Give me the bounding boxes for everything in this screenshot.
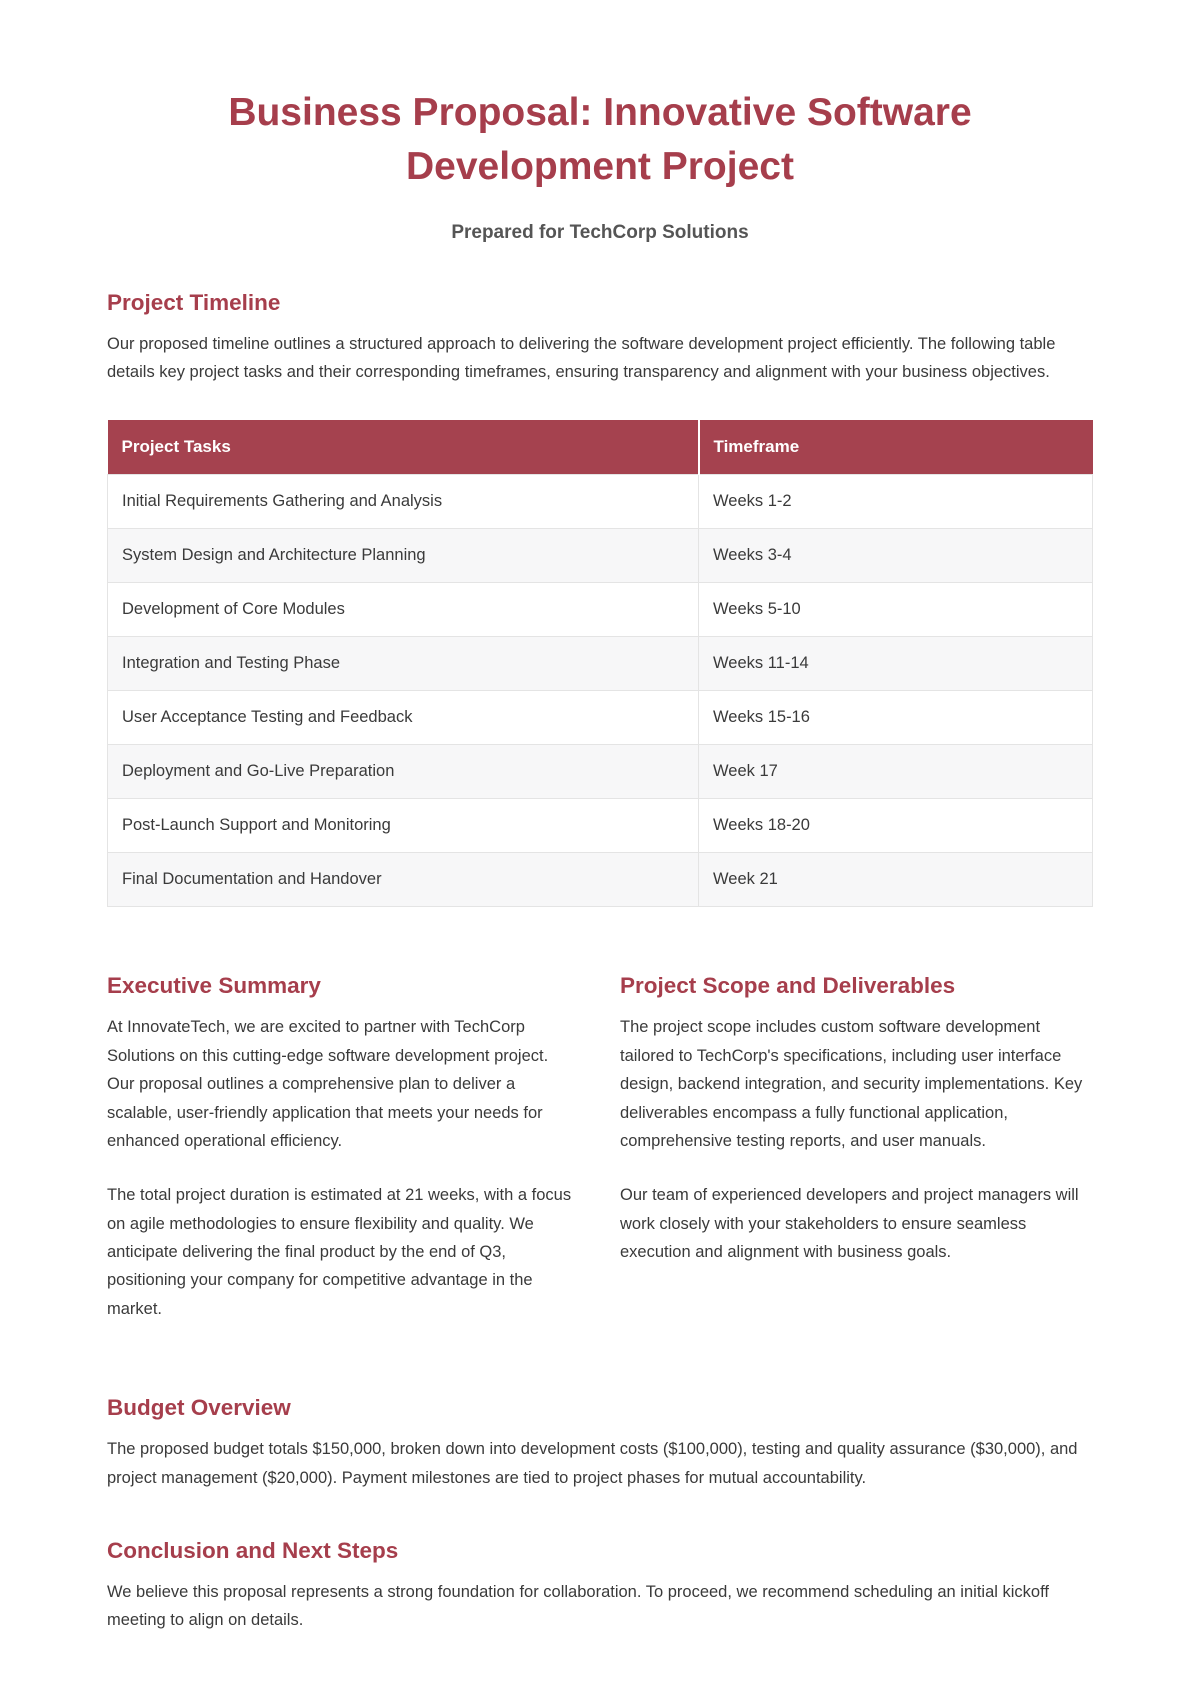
page-title: Business Proposal: Innovative Software Development Project [228,91,972,188]
project-scope-column [620,973,1093,1349]
timeframe-cell: Weeks 5-10 [699,583,1093,637]
table-header-timeframe: Timeframe [699,420,1093,475]
timeframe-cell: Weeks 15-16 [699,691,1093,745]
table-row [108,637,1093,691]
timeframe-cell: Weeks 11-14 [699,637,1093,691]
table-row [108,529,1093,583]
task-cell: Initial Requirements Gathering and Analysis [108,475,699,529]
task-cell: Post-Launch Support and Monitoring [108,799,699,853]
timeframe-cell: Weeks 3-4 [699,529,1093,583]
timeframe-cell: Week 17 [699,745,1093,799]
section-heading-conclusion: Conclusion and Next Steps [107,1537,399,1563]
table-row [108,799,1093,853]
task-cell: Integration and Testing Phase [108,637,699,691]
timeline-intro-paragraph: Our proposed timeline outlines a structured approach to delivering the software development project efficiently. The following table details key project tasks and their corresponding timeframes, ensuring transparency and alignment with your business objectives. [107,334,1056,381]
table-row [108,745,1093,799]
task-cell: User Acceptance Testing and Feedback [108,691,699,745]
timeframe-cell: Weeks 1-2 [699,475,1093,529]
table-header-project-tasks: Project Tasks [108,420,699,475]
conclusion-paragraph: We believe this proposal represents a strong foundation for collaboration. To proceed, we recommend scheduling an initial kickoff meeting to align on details. [107,1582,1049,1630]
executive-summary-paragraph-2: The total project duration is estimated at 21 weeks, with a focus on agile methodologies to ensure flexibility and quality. We anticipate delivering the final product by the end of Q3, positioning your company for competitive advantage in the market. [107,1186,572,1318]
table-row [108,691,1093,745]
timeframe-cell: Week 21 [699,853,1093,907]
table-row [108,475,1093,529]
table-row [108,583,1093,637]
project-scope-paragraph-1: The project scope includes custom software development tailored to TechCorp's specifications, including user interface design, backend integration, and security implementations. Key deliverables encompass a fully functional application, comprehensive testing reports, and user manuals. [620,1018,1083,1150]
budget-overview-paragraph: The proposed budget totals $150,000, broken down into development costs ($100,000), testing and quality assurance ($30,000), and project management ($20,000). Payment milestones are tied to project phases for mutual accountability. [107,1440,1078,1487]
table-header-row [108,420,1093,475]
executive-summary-column [107,973,580,1349]
project-scope-paragraph-2: Our team of experienced developers and project managers will work closely with your stakeholders to ensure seamless execution and alignment with business goals. [620,1186,1079,1261]
task-cell: Final Documentation and Handover [108,853,699,907]
task-cell: System Design and Architecture Planning [108,529,699,583]
executive-summary-paragraph-1: At InnovateTech, we are excited to partner with TechCorp Solutions on this cutting-edge software development project. Our proposal outlines a comprehensive plan to deliver a scalable, user-friendly application that meets your needs for enhanced operational efficiency. [107,1018,549,1150]
table-row [108,853,1093,907]
proposal-document [107,0,1093,1635]
timeline-table [107,420,1093,907]
two-column-section [107,973,1093,1349]
section-heading-budget-overview: Budget Overview [107,1395,291,1421]
section-heading-executive-summary: Executive Summary [107,973,321,999]
conclusion-section [107,1538,1093,1635]
task-cell: Development of Core Modules [108,583,699,637]
section-heading-project-timeline: Project Timeline [107,289,281,315]
page-subtitle: Prepared for TechCorp Solutions [451,221,749,243]
task-cell: Deployment and Go-Live Preparation [108,745,699,799]
timeframe-cell: Weeks 18-20 [699,799,1093,853]
section-heading-project-scope: Project Scope and Deliverables [620,973,956,999]
